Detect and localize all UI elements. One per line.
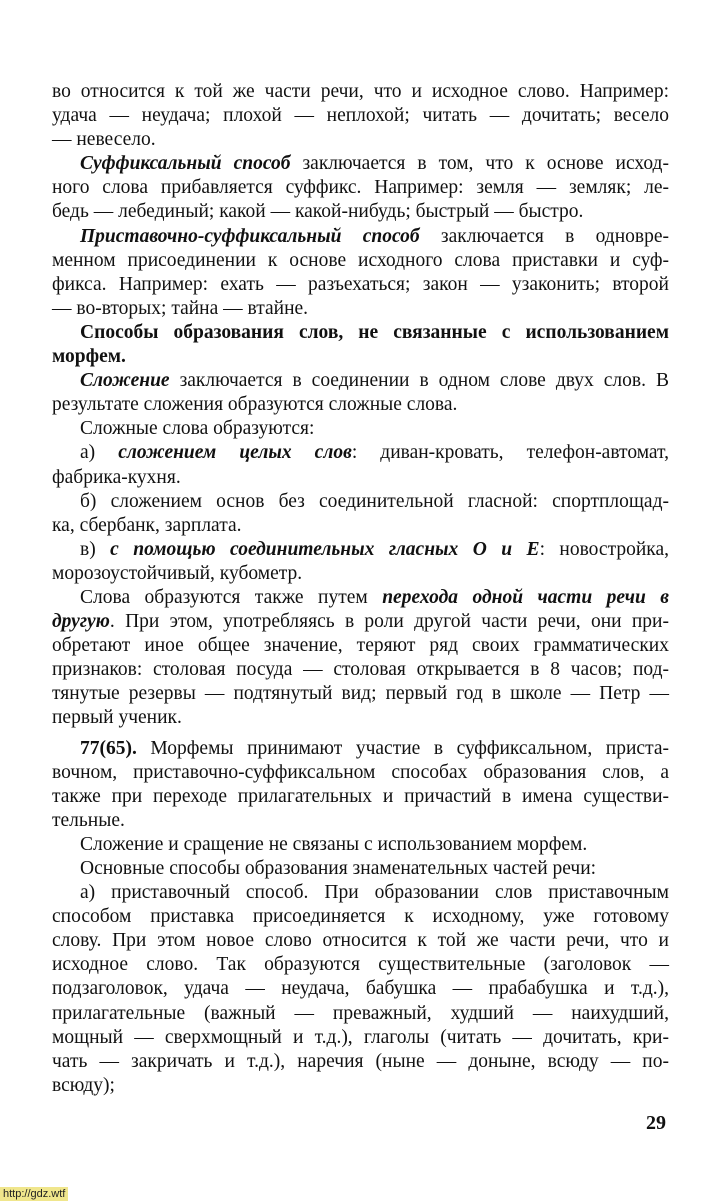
text-line [52,538,669,562]
text-run: фикса. Например: ехать — разъехаться; закон — узаконить; второй [52,273,669,295]
text-run: способом приставка присоединяется к исходному, уже готовому [52,906,669,928]
text-run: : диван-кровать, телефон-автомат, [351,442,669,464]
text-line [52,273,669,297]
text-run: фабрика-кухня. [52,466,181,488]
text-line [52,1026,669,1050]
text-line [52,1074,669,1098]
text-line [52,321,669,345]
emphasized-text: 77(65). [80,737,137,759]
text-line [52,176,669,200]
text-line [52,977,669,1001]
text-run: прилагательные (важный — преважный, худший — наихудший, [52,1002,669,1024]
text-line [52,152,669,176]
text-line [52,104,669,128]
text-line [52,562,669,586]
emphasized-text: Приставочно-суффиксальный способ [80,225,420,247]
text-line [52,80,669,104]
text-run: слову. При этом новое слово относится к той же части речи, что и [52,930,669,952]
emphasized-text: другую [52,611,110,633]
text-run: — невесело. [52,129,156,151]
text-line [52,128,669,152]
text-run: бедь — лебединый; какой — какой-нибудь; быстрый — быстро. [52,201,584,223]
text-line [52,610,669,634]
text-run: . При этом, употребляясь в роли другой части речи, они при- [109,611,669,633]
text-run: Морфемы принимают участие в суффиксальном, приста- [136,737,669,759]
text-line [52,953,669,977]
emphasized-text: перехода одной части речи в [382,586,670,608]
text-run: признаков: столовая посуда — столовая открывается в 8 часов; под- [52,659,669,681]
text-line [52,761,669,785]
watermark-link[interactable]: http://gdz.wtf [0,1187,68,1201]
text-run: удача — неудача; плохой — неплохой; читать — дочитать; весело [52,105,669,127]
text-line [52,905,669,929]
text-line [52,466,669,490]
text-line [52,737,669,761]
text-line [52,393,669,417]
text-run: заключается в соединении в одном слове двух слов. В [169,370,669,392]
text-run: чать — закричать и т.д.), наречия (ныне — доныне, всюду — по- [52,1050,669,1072]
text-run: тельные. [52,809,125,831]
text-line [52,369,669,393]
text-run: а) [80,442,119,464]
text-line [52,225,669,249]
text-line [52,417,669,441]
text-run: во относится к той же части речи, что и исходное слово. Например: [52,81,669,102]
emphasized-text: Суффиксальный способ [80,153,291,175]
text-line [52,586,669,610]
text-line [52,881,669,905]
text-run: заключается в одновре- [419,225,670,247]
text-run: подзаголовок, удача — неудача, бабушка — прабабушка и т.д.), [52,978,669,1000]
text-line [52,634,669,658]
text-run: результате сложения образуются сложные слова. [52,394,458,416]
text-line [52,682,669,706]
emphasized-text: с помощью соединительных гласных О и Е [110,538,540,560]
text-run: вочном, приставочно-суффиксальном способах образования слов, а [52,761,669,783]
text-line [52,658,669,682]
text-run: — во-вторых; тайна — втайне. [52,297,309,319]
text-run: ка, сбербанк, зарплата. [52,514,242,536]
text-run: Сложение и сращение не связаны с использованием морфем. [80,833,588,855]
text-line [52,785,669,809]
emphasized-text: морфем. [52,346,126,368]
text-line [52,441,669,465]
text-line [52,857,669,881]
text-line [52,490,669,514]
text-run: всюду); [52,1074,115,1096]
emphasized-text: Сложение [80,370,170,392]
text-line [52,200,669,224]
text-line [52,1050,669,1074]
page-number: 29 [646,1112,666,1134]
text-run: а) приставочный способ. При образовании слов приставочным [80,882,669,904]
text-line [52,514,669,538]
text-run: Сложные слова образуются: [80,418,315,440]
emphasized-text: сложением целых слов [118,442,352,464]
text-run: морозоустойчивый, кубометр. [52,562,303,584]
text-run: : новостройка, [539,538,669,560]
text-line [52,297,669,321]
text-run: обретают иное общее значение, теряют ряд своих грамматических [52,635,669,657]
text-run: заключается в том, что к основе исход- [290,153,669,175]
text-run: Слова образуются также путем [80,586,383,608]
text-line [52,833,669,857]
text-run: исходное слово. Так образуются существительные (заголовок — [52,954,669,976]
text-run: в) [80,538,111,560]
page-body-text [52,80,669,1098]
emphasized-text: Способы образования слов, не связанные с использованием [80,321,669,343]
text-line [52,809,669,833]
text-line [52,1002,669,1026]
text-run: первый ученик. [52,707,182,729]
text-run: б) сложением основ без соединительной гласной: спортплощад- [80,490,669,512]
text-run: менном присоединении к основе исходного слова приставки и суф- [52,249,669,271]
text-line [52,345,669,369]
text-line [52,706,669,730]
text-run: мощный — сверхмощный и т.д.), глаголы (читать — дочитать, кри- [52,1026,669,1048]
text-line [52,249,669,273]
text-run: ного слова прибавляется суффикс. Например: земля — земляк; ле- [52,177,669,199]
text-run: также при переходе прилагательных и причастий в имена существи- [52,785,669,807]
text-run: тянутые резервы — подтянутый вид; первый год в школе — Петр — [52,683,669,705]
text-run: Основные способы образования знаменательных частей речи: [80,858,597,879]
text-line [52,929,669,953]
